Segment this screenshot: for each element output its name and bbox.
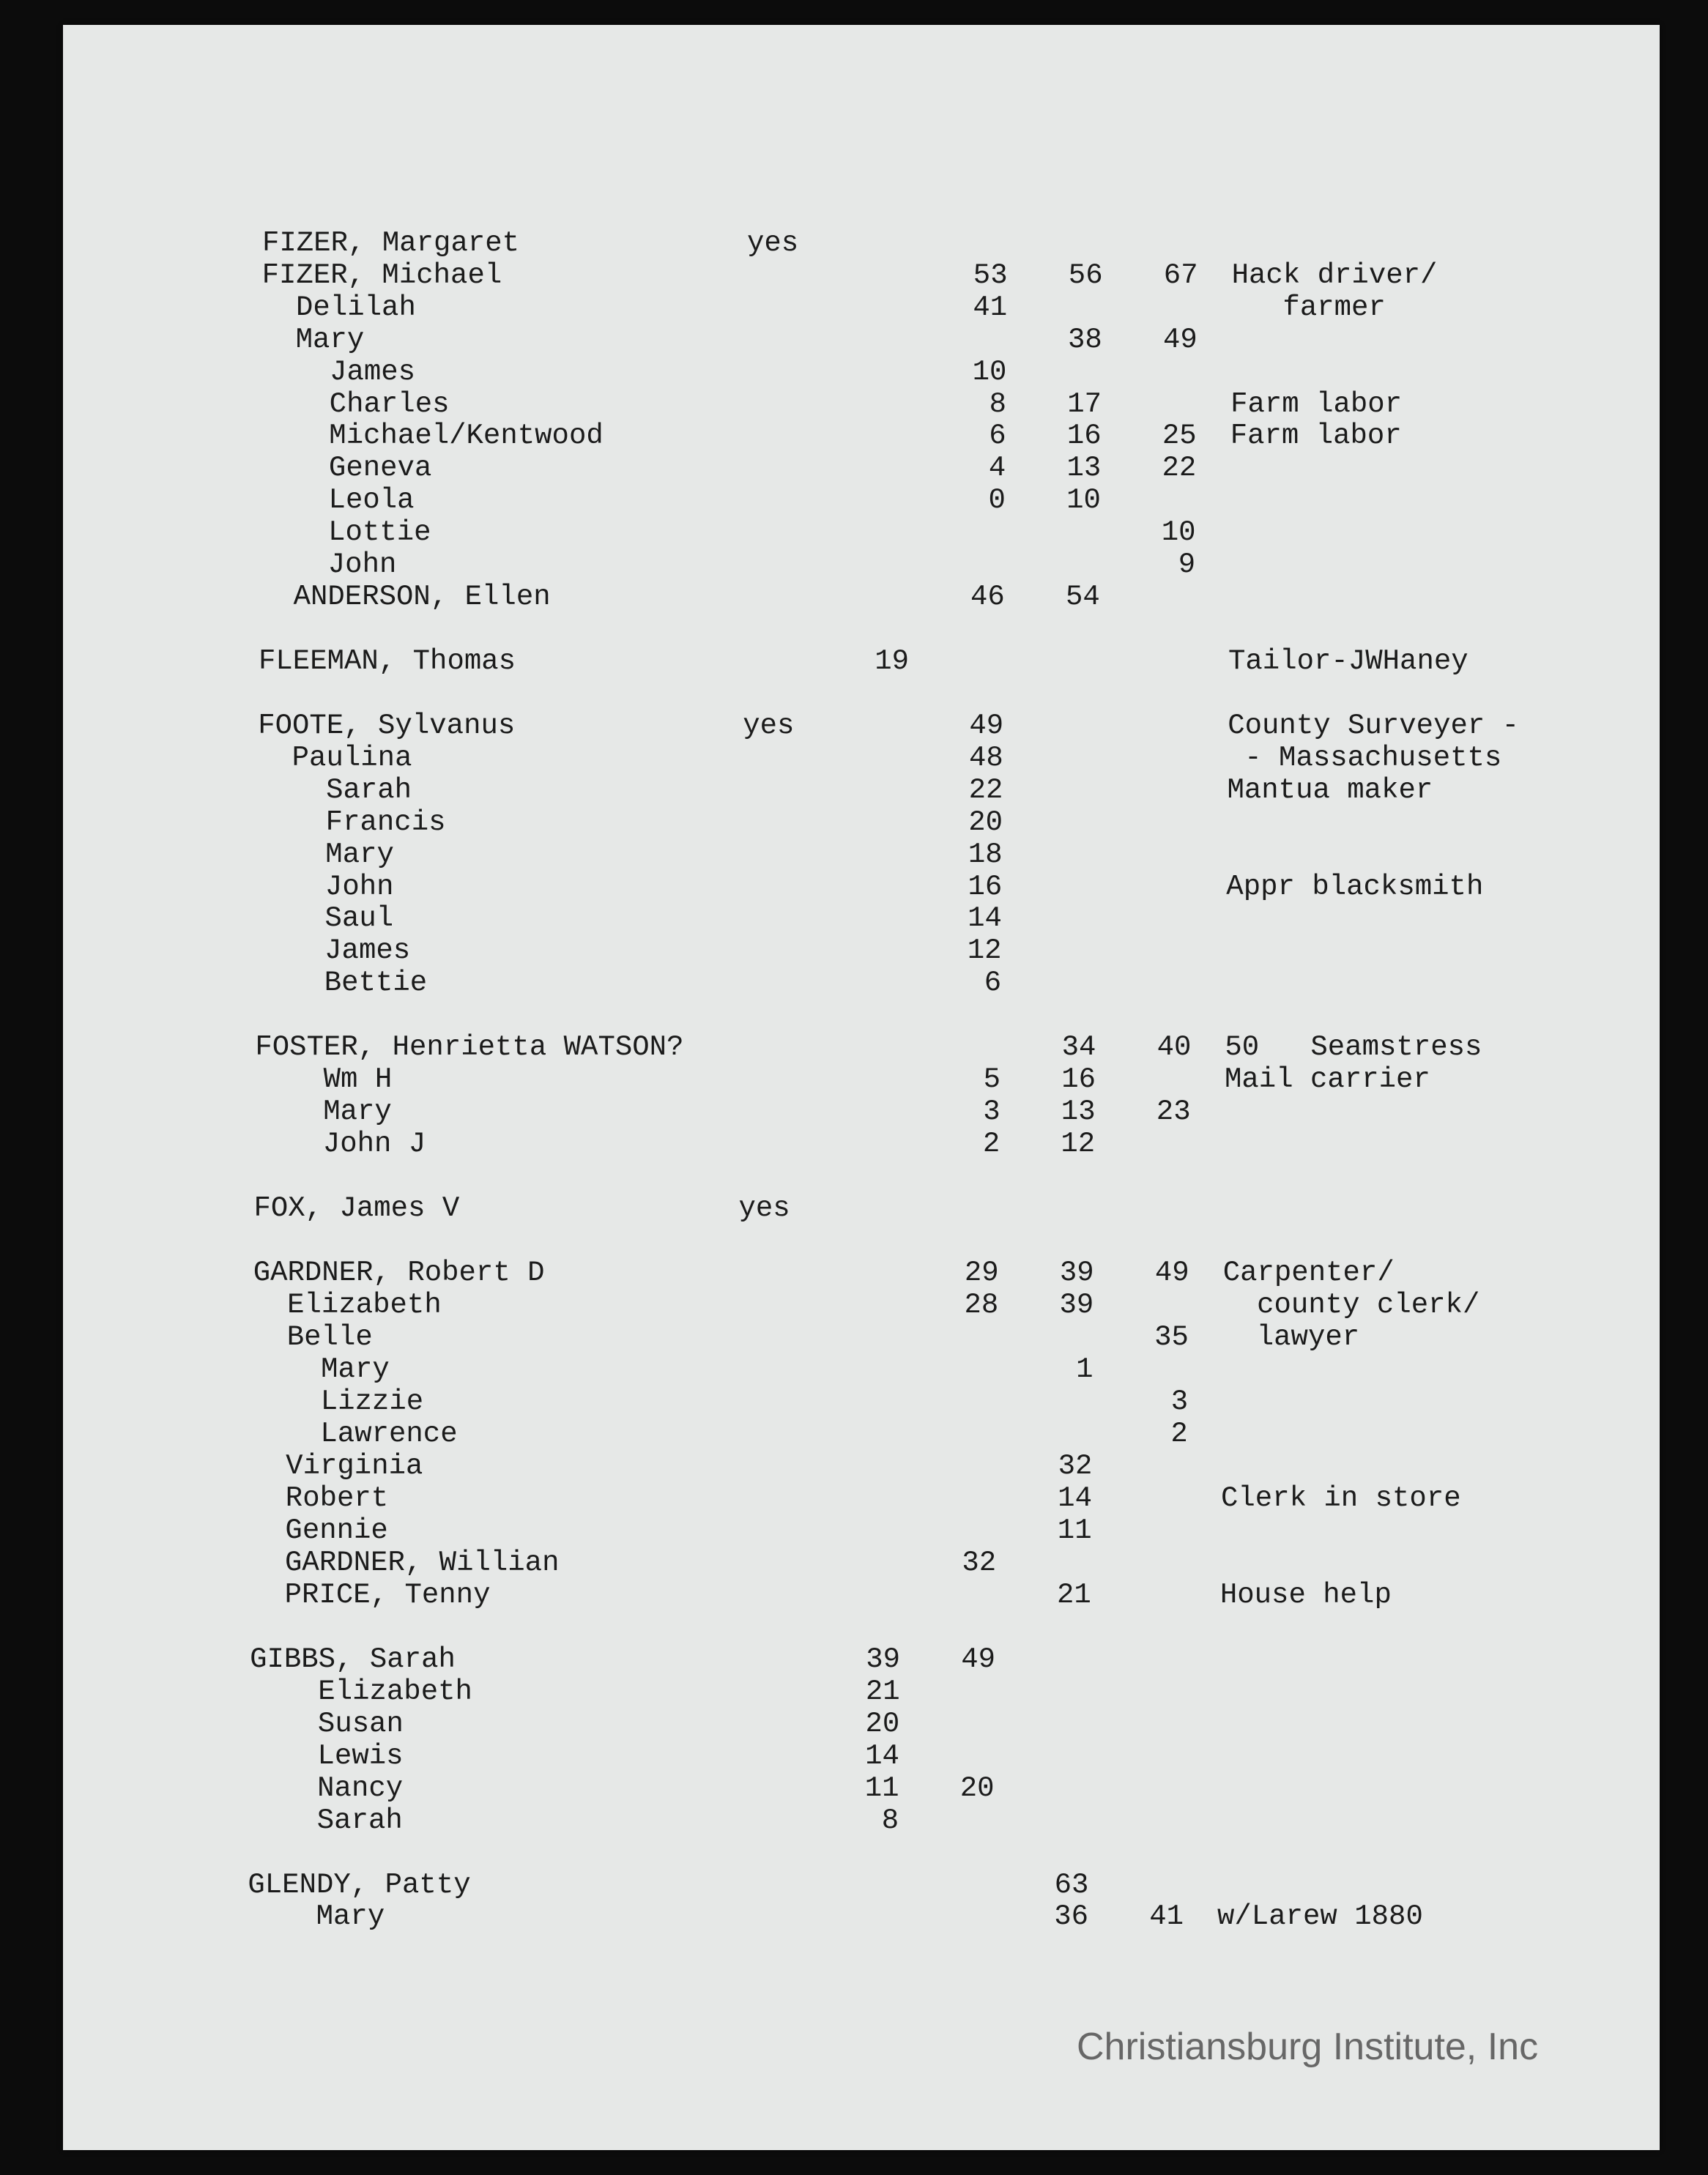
resident-name: Nancy <box>248 1772 404 1804</box>
resident-name: Paulina <box>257 742 412 774</box>
resident-name: Lizzie <box>252 1386 424 1418</box>
resident-name: Gennie <box>250 1514 388 1547</box>
age-column-3: 12 <box>1061 1128 1096 1160</box>
resident-name: FOX, James V <box>253 1192 460 1224</box>
age-column-1: 21 <box>865 1676 900 1708</box>
age-column-1: 11 <box>864 1772 899 1804</box>
age-column-4: 49 <box>1163 324 1198 356</box>
resident-name: Virginia <box>251 1450 423 1482</box>
age-column-3: 38 <box>1068 324 1102 356</box>
resident-name: FOOTE, Sylvanus <box>258 710 516 742</box>
age-column-3: 39 <box>1059 1289 1094 1321</box>
age-column-2: 28 <box>964 1289 999 1321</box>
age-column-2: 46 <box>970 581 1005 613</box>
occupation-note: w/Larew 1880 <box>1217 1900 1423 1933</box>
age-column-2: 22 <box>968 774 1003 806</box>
age-column-4: 49 <box>1154 1257 1189 1289</box>
resident-name: John <box>256 871 394 903</box>
age-column-3: 1 <box>1076 1353 1094 1386</box>
resident-name: Elizabeth <box>249 1676 472 1708</box>
resident-name: John <box>259 549 397 581</box>
occupation-note: county clerk/ <box>1222 1289 1480 1321</box>
age-column-4: 23 <box>1156 1096 1191 1128</box>
age-column-2: 20 <box>968 806 1003 839</box>
age-column-1: 8 <box>881 1804 899 1837</box>
age-column-4: 67 <box>1163 259 1198 291</box>
age-column-2: 5 <box>983 1063 1000 1096</box>
age-column-3: 63 <box>1054 1869 1089 1901</box>
resident-name: GIBBS, Sarah <box>250 1643 456 1676</box>
owner-flag: yes <box>743 710 795 742</box>
occupation-note: Tailor-JWHaney <box>1228 645 1468 677</box>
occupation-note: 50 Seamstress <box>1225 1031 1482 1063</box>
resident-name: ANDERSON, Ellen <box>259 581 551 613</box>
age-column-2: 10 <box>972 356 1007 388</box>
age-column-2: 49 <box>961 1643 996 1676</box>
resident-name: Lawrence <box>251 1418 458 1450</box>
resident-name: Bettie <box>256 967 428 999</box>
age-column-4: 41 <box>1149 1900 1184 1933</box>
resident-name: FOSTER, Henrietta WATSON? <box>255 1031 684 1063</box>
resident-name: Mary <box>256 839 394 871</box>
resident-name: Lottie <box>259 516 431 549</box>
resident-name: Michael/Kentwood <box>260 420 604 452</box>
occupation-note: Mantua maker <box>1227 774 1433 806</box>
age-column-3: 16 <box>1066 420 1102 452</box>
resident-name: Sarah <box>257 774 412 806</box>
resident-name: Lewis <box>248 1740 404 1772</box>
age-column-3: 32 <box>1058 1450 1093 1482</box>
resident-name: Wm H <box>255 1063 393 1096</box>
age-column-2: 14 <box>968 902 1002 934</box>
resident-name: Susan <box>249 1708 404 1740</box>
age-column-2: 32 <box>962 1547 997 1579</box>
occupation-note: Farm labor <box>1230 388 1403 420</box>
resident-name: GARDNER, Robert D <box>253 1257 545 1289</box>
resident-name: Delilah <box>261 291 416 324</box>
age-column-3: 56 <box>1068 259 1103 291</box>
resident-name: Mary <box>252 1353 390 1386</box>
age-column-3: 17 <box>1067 388 1102 420</box>
owner-flag: yes <box>747 227 799 259</box>
occupation-note: Mail carrier <box>1225 1063 1430 1096</box>
resident-name: Geneva <box>260 452 432 484</box>
age-column-4: 40 <box>1156 1031 1192 1063</box>
age-column-2: 6 <box>989 420 1006 452</box>
occupation-note: County Surveyer - <box>1228 710 1520 742</box>
resident-name: Elizabeth <box>253 1289 442 1321</box>
age-column-3: 36 <box>1054 1900 1088 1933</box>
occupation-note: Clerk in store <box>1220 1482 1461 1514</box>
age-column-2: 41 <box>973 291 1008 324</box>
age-column-3: 34 <box>1061 1031 1096 1063</box>
occupation-note: Hack driver/ <box>1231 259 1438 291</box>
occupation-note: Farm labor <box>1230 420 1402 452</box>
age-column-4: 35 <box>1154 1321 1189 1353</box>
age-column-3: 11 <box>1057 1514 1092 1547</box>
age-column-2: 49 <box>969 710 1004 742</box>
resident-name: Charles <box>261 388 450 420</box>
resident-name: Mary <box>248 1900 385 1933</box>
owner-flag: yes <box>738 1192 790 1224</box>
age-column-4: 25 <box>1162 420 1197 452</box>
occupation-note: Appr blacksmith <box>1226 871 1484 903</box>
watermark: Christiansburg Institute, Inc <box>1077 2026 1539 2068</box>
resident-name: Belle <box>252 1321 373 1353</box>
occupation-note: Carpenter/ <box>1222 1257 1395 1289</box>
resident-name: Sarah <box>248 1804 403 1837</box>
census-listing <box>63 25 1660 2150</box>
resident-name: James <box>261 356 416 388</box>
age-column-2: 2 <box>982 1128 1000 1160</box>
age-column-1: 39 <box>866 1643 901 1676</box>
resident-name: FLEEMAN, Thomas <box>259 645 516 677</box>
age-column-3: 54 <box>1065 581 1100 613</box>
resident-name: GARDNER, Willian <box>250 1547 560 1579</box>
age-column-4: 9 <box>1178 549 1196 581</box>
resident-name: John J <box>254 1128 426 1160</box>
age-column-3: 21 <box>1057 1579 1091 1611</box>
age-column-2: 12 <box>967 934 1002 967</box>
resident-name: Mary <box>261 324 365 356</box>
age-column-2: 6 <box>984 967 1002 999</box>
resident-name: Mary <box>254 1096 392 1128</box>
resident-name: FIZER, Michael <box>261 259 502 291</box>
occupation-note: farmer <box>1231 291 1386 324</box>
age-column-3: 39 <box>1059 1257 1094 1289</box>
age-column-1: 20 <box>865 1708 900 1740</box>
age-column-2: 20 <box>959 1772 995 1804</box>
age-column-1: 19 <box>875 645 909 677</box>
age-column-4: 2 <box>1170 1418 1188 1450</box>
resident-name: GLENDY, Patty <box>248 1869 471 1901</box>
age-column-2: 0 <box>988 484 1006 516</box>
age-column-2: 3 <box>983 1096 1000 1128</box>
age-column-2: 8 <box>989 388 1007 420</box>
age-column-2: 48 <box>969 742 1003 774</box>
age-column-2: 53 <box>973 259 1008 291</box>
age-column-3: 14 <box>1058 1482 1092 1514</box>
age-column-4: 22 <box>1162 452 1197 484</box>
resident-name: FIZER, Margaret <box>262 227 520 259</box>
occupation-note: - Massachusetts <box>1227 742 1502 774</box>
age-column-2: 4 <box>988 452 1006 484</box>
age-column-4: 3 <box>1170 1386 1189 1418</box>
age-column-2: 29 <box>964 1257 999 1289</box>
resident-name: Saul <box>256 902 394 934</box>
age-column-4: 10 <box>1161 516 1196 549</box>
census-page <box>63 25 1660 2150</box>
occupation-note: House help <box>1219 1579 1392 1611</box>
age-column-3: 16 <box>1061 1063 1096 1096</box>
resident-name: Robert <box>250 1482 389 1514</box>
age-column-2: 18 <box>968 839 1003 871</box>
age-column-3: 13 <box>1066 452 1102 484</box>
age-column-3: 10 <box>1066 484 1101 516</box>
occupation-note: lawyer <box>1222 1321 1360 1353</box>
resident-name: Francis <box>257 806 446 839</box>
age-column-3: 13 <box>1061 1096 1096 1128</box>
resident-name: James <box>256 934 411 967</box>
resident-name: Leola <box>259 484 415 516</box>
age-column-1: 14 <box>865 1740 899 1772</box>
resident-name: PRICE, Tenny <box>250 1579 491 1611</box>
age-column-2: 16 <box>968 871 1003 903</box>
